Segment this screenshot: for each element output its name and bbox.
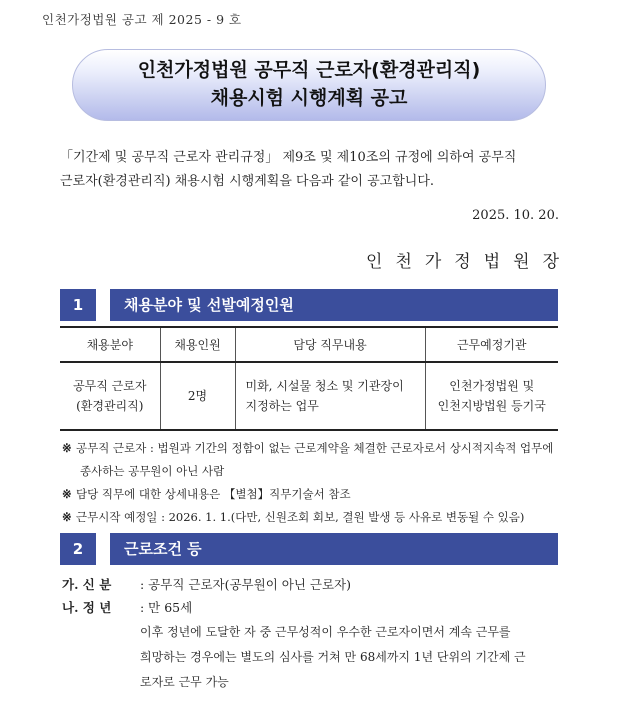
header-agency: 근무예정기관 <box>425 327 558 362</box>
court-name: 인천가정법원장 <box>366 252 572 272</box>
header-count: 채용인원 <box>160 327 235 362</box>
note-2-text: 담당 직무에 대한 상세내용은 【별첨】직무기술서 참조 <box>76 487 351 501</box>
section-1-number: 1 <box>60 289 96 321</box>
condition-retirement-value: : 만 65세 <box>140 600 193 615</box>
retirement-detail-line-1: 이후 정년에 도달한 자 중 근무성적이 우수한 근로자이면서 계속 근무를 <box>140 625 511 639</box>
note-1-text: 공무직 근로자 : 법원과 기간의 정함이 없는 근로계약을 체결한 근로자로서 상시적지속적 업무에 <box>76 441 554 455</box>
table-header-row <box>60 327 558 362</box>
cell-duty-line-2: 지정하는 업무 <box>245 399 319 413</box>
section-1-title: 채용분야 및 선발예정인원 <box>110 289 558 321</box>
title-line-2: 채용시험 시행계획 공고 <box>210 87 408 109</box>
note-item <box>62 483 562 506</box>
condition-retirement <box>62 596 562 619</box>
cell-count: 2명 <box>160 362 235 430</box>
retirement-detail-line-3: 로자로 근무 가능 <box>140 675 229 689</box>
cell-field <box>60 362 160 430</box>
note-item <box>62 437 562 460</box>
note-3-text: 근무시작 예정일 : 2026. 1. 1.(다만, 신원조회 회보, 결원 발생 등 사유로 변동될 수 있음) <box>76 510 525 524</box>
note-mark: ※ <box>62 510 72 524</box>
condition-status-value: : 공무직 근로자(공무원이 아닌 근로자) <box>140 577 351 592</box>
notes-list <box>62 437 562 529</box>
section-2-title: 근로조건 등 <box>110 533 558 565</box>
cell-field-line-2: (환경관리직) <box>76 399 144 413</box>
section-1-header <box>60 289 558 321</box>
cell-agency-line-1: 인천가정법원 및 <box>449 379 535 393</box>
condition-retirement-label: 나. 정 년 <box>62 600 112 615</box>
note-1-continuation: 종사하는 공무원이 아닌 사람 <box>80 464 225 478</box>
cell-duty-line-1: 미화, 시설물 청소 및 기관장이 <box>245 379 404 393</box>
note-mark: ※ <box>62 441 72 455</box>
intro-paragraph <box>60 146 560 194</box>
condition-retirement-detail <box>62 620 562 695</box>
note-item <box>62 506 562 529</box>
conditions-list <box>62 573 562 695</box>
note-mark: ※ <box>62 487 72 501</box>
header-field: 채용분야 <box>60 327 160 362</box>
condition-status <box>62 573 562 596</box>
recruitment-table <box>60 326 558 431</box>
cell-agency <box>425 362 558 430</box>
table-row <box>60 362 558 430</box>
announcement-title-box <box>72 49 546 121</box>
intro-line-2: 근로자(환경관리직) 채용시험 시행계획을 다음과 같이 공고합니다. <box>60 174 435 189</box>
header-duty: 담당 직무내용 <box>235 327 425 362</box>
cell-agency-line-2: 인천지방법원 등기국 <box>437 399 546 413</box>
retirement-detail-line-2: 희망하는 경우에는 별도의 심사를 거쳐 만 68세까지 1년 단위의 기간제 근 <box>140 650 526 664</box>
section-2-header <box>60 533 558 565</box>
cell-duty <box>235 362 425 430</box>
title-line-1: 인천가정법원 공무직 근로자(환경관리직) <box>137 59 481 81</box>
announcement-date: 2025. 10. 20. <box>472 208 559 223</box>
intro-line-1: 「기간제 및 공무직 근로자 관리규정」 제9조 및 제10조의 규정에 의하여 공무직 <box>60 150 517 165</box>
section-2-number: 2 <box>60 533 96 565</box>
document-number: 인천가정법원 공고 제 2025 - 9 호 <box>42 12 242 27</box>
cell-field-line-1: 공무직 근로자 <box>73 379 147 393</box>
condition-status-label: 가. 신 분 <box>62 577 112 592</box>
